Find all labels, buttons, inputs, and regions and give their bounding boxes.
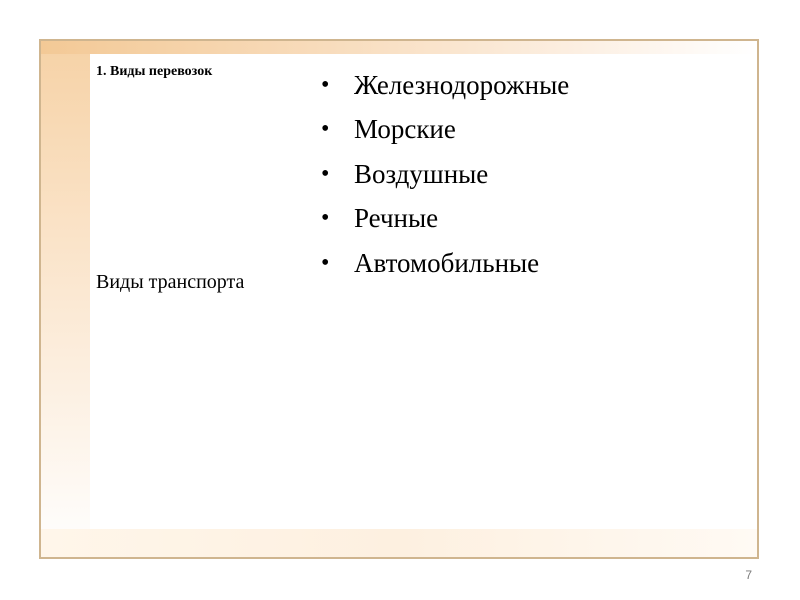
list-item	[318, 63, 569, 108]
list-item-label: Морские	[354, 114, 456, 145]
list-item-label: Воздушные	[354, 158, 489, 189]
list-item	[318, 241, 569, 286]
decorative-bottom-gradient	[41, 529, 757, 557]
bullet-icon: •	[321, 249, 330, 276]
transport-types-list	[318, 63, 569, 286]
list-item	[318, 108, 569, 153]
list-item	[318, 152, 569, 197]
decorative-top-gradient	[41, 41, 757, 54]
decorative-left-gradient	[41, 41, 90, 557]
bullet-icon: •	[321, 116, 330, 143]
bullet-icon: •	[321, 205, 330, 232]
page-number: 7	[745, 568, 752, 582]
list-item-label: Автомобильные	[354, 247, 540, 278]
list-item	[318, 197, 569, 242]
bullet-icon: •	[321, 71, 330, 98]
section-heading: 1. Виды перевозок	[96, 64, 213, 79]
bullet-icon: •	[321, 160, 330, 187]
side-caption: Виды транспорта	[96, 271, 245, 293]
list-item-label: Речные	[354, 203, 439, 234]
list-item-label: Железнодорожные	[354, 69, 570, 100]
